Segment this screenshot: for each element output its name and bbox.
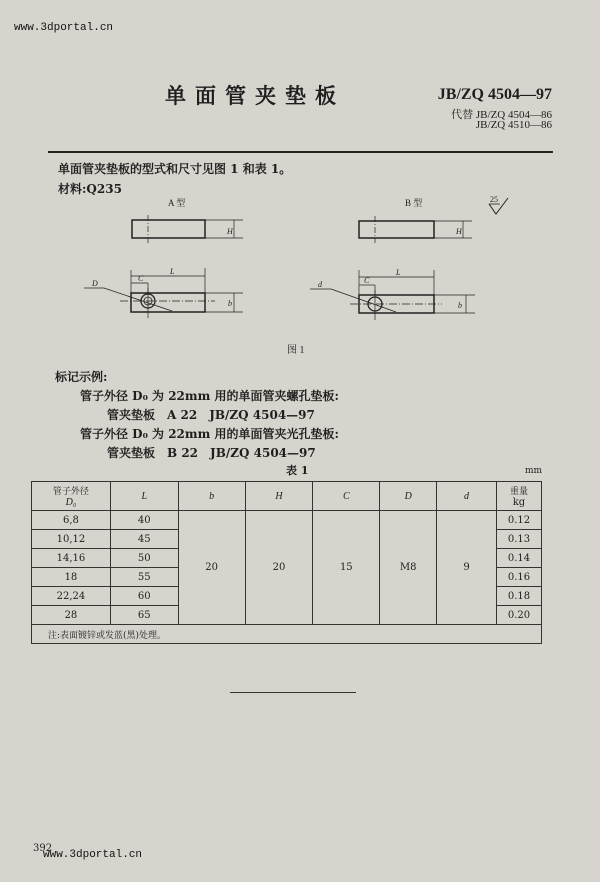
type-b-plan-view [310, 268, 475, 320]
header-d: d [437, 482, 497, 511]
svg-text:C: C [364, 276, 370, 285]
header-divider [48, 151, 553, 153]
header-L: L [110, 482, 178, 511]
table-unit: mm [525, 466, 543, 476]
common-H: 20 [245, 511, 313, 625]
type-b-top-view [359, 216, 472, 243]
svg-text:C: C [138, 274, 144, 283]
intro-text: 单面管夹垫板的型式和尺寸见图 1 和表 1。 [58, 162, 292, 176]
svg-text:D: D [92, 279, 98, 288]
common-D: M8 [380, 511, 437, 625]
table-note-row [32, 625, 542, 644]
material-text: 材料:Q235 [58, 182, 122, 196]
marking-line-4: 管夹垫板 B 22 JB/ZQ 4504—97 [107, 446, 316, 460]
header-b: b [178, 482, 245, 511]
marking-line-3: 管子外径 D₀ 为 22mm 用的单面管夹光孔垫板: [80, 427, 339, 441]
table-row: 22,24 60 0.18 [32, 587, 542, 606]
type-b-label: B 型 [405, 198, 423, 208]
header-weight: 重量 kg [496, 482, 541, 511]
table-row: 18 55 0.16 [32, 568, 542, 587]
figure-1 [0, 190, 600, 360]
table-row: 6,8 40 20 20 15 M8 9 0.12 [32, 511, 542, 530]
header-D: D [380, 482, 437, 511]
dimension-table [31, 481, 542, 644]
svg-text:d: d [318, 280, 322, 289]
table-header-row [32, 482, 542, 511]
table-note: 注:表面镀锌或发蓝(黑)处理。 [32, 625, 542, 644]
header-d0: 管子外径 D₀ [32, 482, 111, 511]
figure-caption: 图 1 [287, 345, 305, 356]
header-C: C [313, 482, 380, 511]
marking-line-2: 管夹垫板 A 22 JB/ZQ 4504—97 [107, 408, 315, 422]
watermark-top: www.3dportal.cn [14, 22, 114, 34]
page-title: 单面管夹垫板 [165, 84, 345, 108]
common-d: 9 [437, 511, 497, 625]
table-row: 14,16 50 0.14 [32, 549, 542, 568]
type-a-plan-view [84, 267, 243, 318]
svg-text:H: H [456, 227, 462, 236]
footer-rule [230, 692, 356, 693]
replaces-line-1: 代替 JB/ZQ 4504—86 [451, 109, 552, 121]
replaces-line-2: JB/ZQ 4510—86 [475, 119, 552, 131]
common-b: 20 [178, 511, 245, 625]
common-C: 15 [313, 511, 380, 625]
svg-text:25: 25 [490, 195, 498, 204]
marking-heading: 标记示例: [55, 370, 108, 384]
type-a-label: A 型 [168, 198, 186, 208]
standard-number: JB/ZQ 4504—97 [437, 86, 552, 103]
marking-line-1: 管子外径 D₀ 为 22mm 用的单面管夹螺孔垫板: [80, 389, 339, 403]
svg-text:b: b [458, 301, 462, 310]
table-row: 28 65 0.20 [32, 606, 542, 625]
svg-text:L: L [396, 268, 401, 277]
svg-text:L: L [170, 267, 175, 276]
svg-text:H: H [227, 227, 233, 236]
page-number: 392 [33, 843, 53, 854]
watermark-bottom: www.3dportal.cn [43, 849, 143, 861]
header-H: H [245, 482, 313, 511]
svg-text:b: b [228, 299, 232, 308]
roughness-symbol [489, 195, 508, 214]
type-a-top-view [132, 215, 243, 243]
table-caption: 表 1 [286, 464, 309, 477]
table-row: 10,12 45 0.13 [32, 530, 542, 549]
